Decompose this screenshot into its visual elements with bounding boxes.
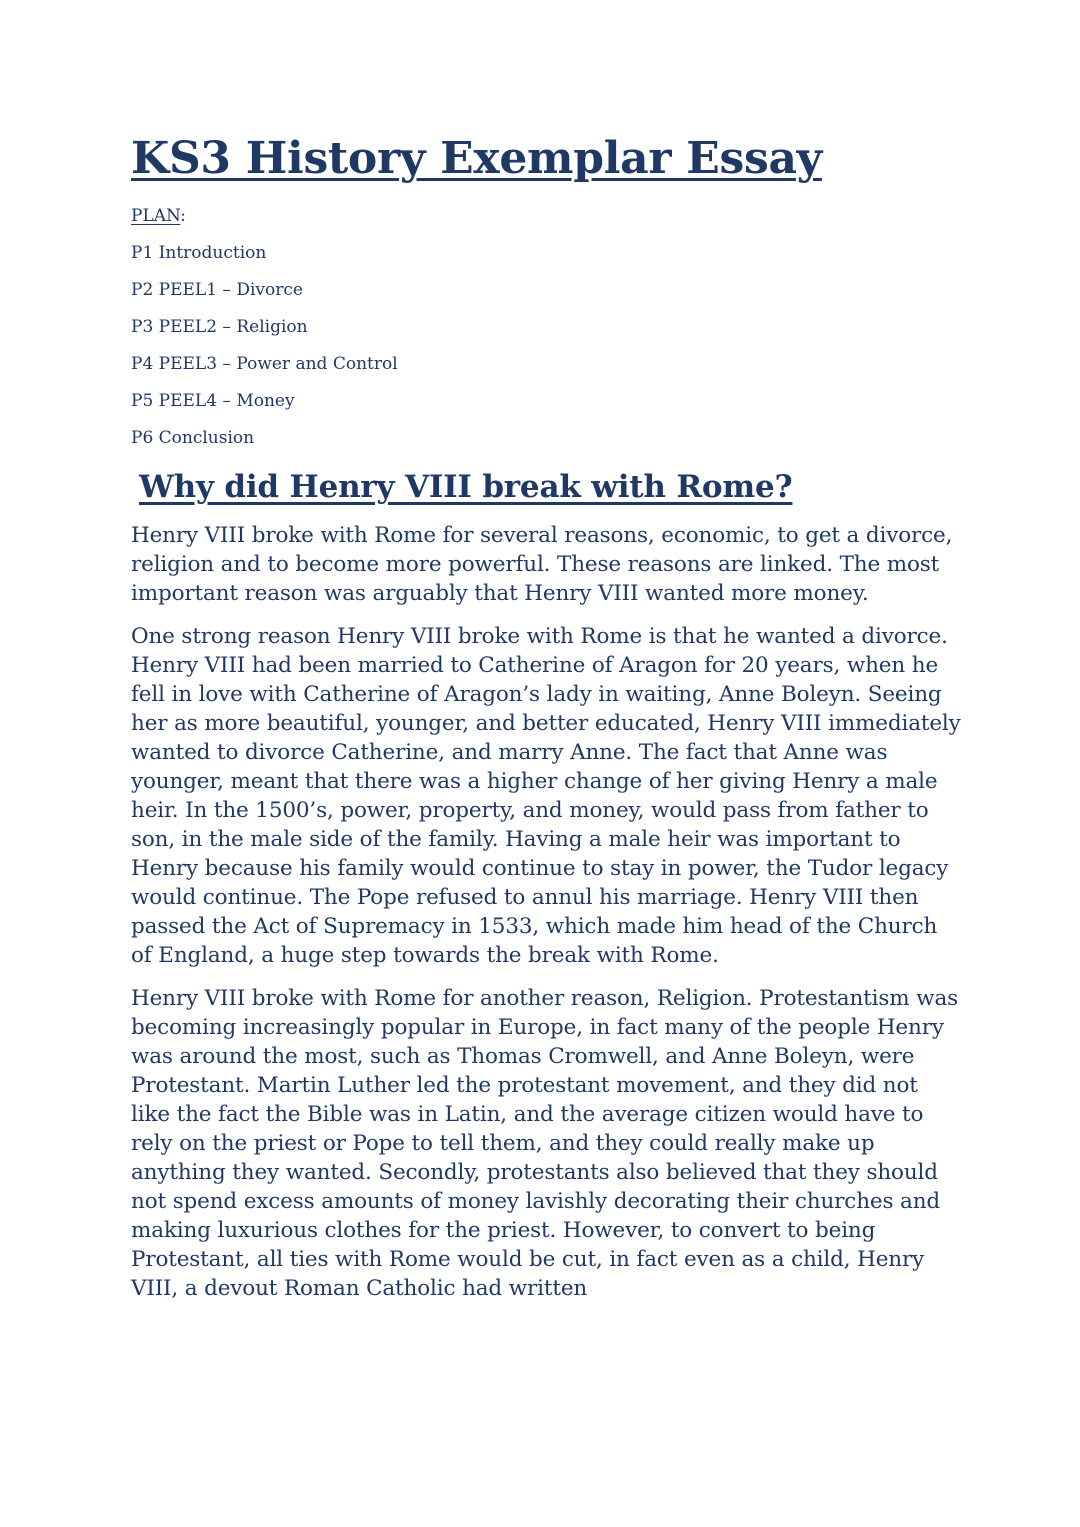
document-title: KS3 History Exemplar Essay: [131, 133, 822, 184]
plan-heading: PLAN: [131, 206, 181, 226]
essay-plan: [131, 198, 961, 457]
introduction-paragraph: Henry VIII broke with Rome for several reasons, economic, to get a divorce, religion and to become more powerful. These reasons are linked. The most important reason was arguably that Henry VIII wanted more money.: [131, 523, 953, 606]
plan-item: P4 PEEL3 – Power and Control: [131, 354, 398, 374]
plan-item: P2 PEEL1 – Divorce: [131, 280, 303, 300]
plan-item: P5 PEEL4 – Money: [131, 391, 295, 411]
plan-item: P3 PEEL2 – Religion: [131, 317, 308, 337]
religion-paragraph: Henry VIII broke with Rome for another reason, Religion. Protestantism was becoming increasingly popular in Europe, in fact many of the people Henry was around the most, such as Thomas Cromwell, and Anne Boleyn, were Protestant. Martin Luther led the protestant movement, and they did not like the fact the Bible was in Latin, and the average citizen would have to rely on the priest or Pope to tell them, and they could really make up anything they wanted. Secondly, protestants also believed that they should not spend excess amounts of money lavishly decorating their churches and making luxurious clothes for the priest. However, to convert to being Protestant, all ties with Rome would be cut, in fact even as a child, Henry VIII, a devout Roman Catholic had written: [131, 986, 959, 1301]
document-page: [131, 130, 961, 1317]
plan-item: P1 Introduction: [131, 243, 267, 263]
plan-heading-row: [131, 198, 961, 235]
plan-item: P6 Conclusion: [131, 428, 255, 448]
divorce-paragraph: One strong reason Henry VIII broke with Rome is that he wanted a divorce. Henry VIII had been married to Catherine of Aragon for 20 years, when he fell in love with Catherine of Aragon’s lady in waiting, Anne Boleyn. Seeing her as more beautiful, younger, and better educated, Henry VIII immediately wanted to divorce Catherine, and marry Anne. The fact that Anne was younger, meant that there was a higher change of her giving Henry a male heir. In the 1500’s, power, property, and money, would pass from father to son, in the male side of the family. Having a male heir was important to Henry because his family would continue to stay in power, the Tudor legacy would continue. The Pope refused to annul his marriage. Henry VIII then passed the Act of Supremacy in 1533, which made him head of the Church of England, a huge step towards the break with Rome.: [131, 624, 961, 968]
essay-question: Why did Henry VIII break with Rome?: [139, 469, 793, 505]
plan-heading-colon: :: [180, 206, 187, 226]
